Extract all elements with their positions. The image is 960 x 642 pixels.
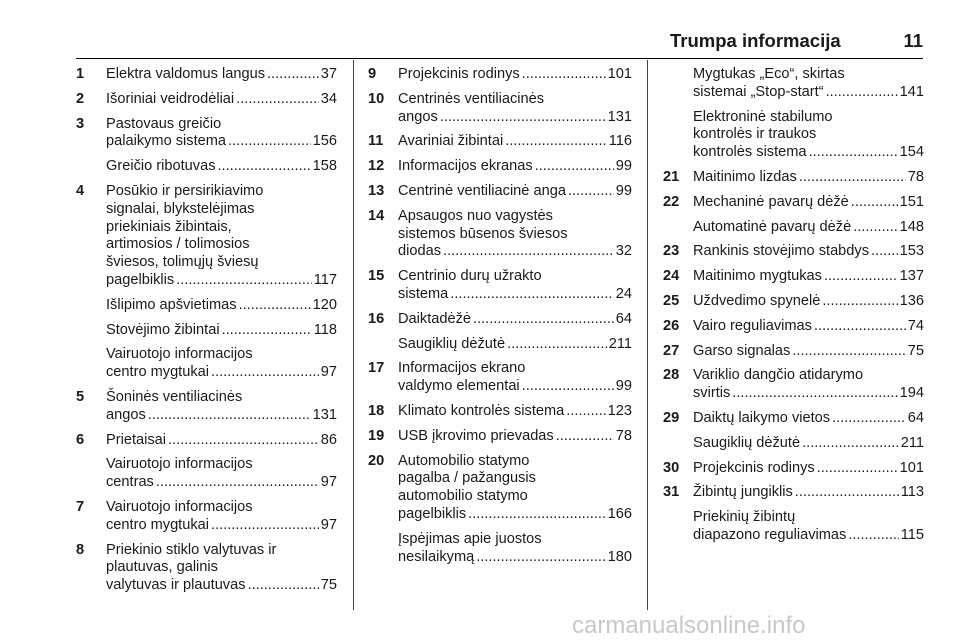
entry-text: svirtis <box>693 385 731 402</box>
dot-leader <box>799 169 906 187</box>
index-entry <box>368 428 632 446</box>
watermark: carmanualsonline.info <box>572 612 806 639</box>
entry-text: kontrolės sistema <box>693 144 807 161</box>
dot-leader <box>853 219 897 237</box>
entry-text: Saugiklių dėžutė <box>398 335 506 352</box>
dot-leader <box>222 322 312 340</box>
dot-leader <box>522 66 606 84</box>
entry-page-link[interactable]: 123 <box>607 402 632 419</box>
entry-number: 1 <box>76 66 85 82</box>
entry-text: Prietaisai <box>106 431 167 448</box>
index-column-3 <box>663 66 924 552</box>
entry-page-link[interactable]: 141 <box>899 83 924 100</box>
entry-number: 7 <box>76 498 85 515</box>
dot-leader <box>522 378 614 396</box>
dot-leader <box>824 268 898 286</box>
dot-leader <box>211 517 319 535</box>
entry-text: kontrolės ir traukos <box>693 126 817 143</box>
entry-page-link[interactable]: 116 <box>608 133 632 150</box>
entry-page-link[interactable]: 166 <box>607 505 632 522</box>
entry-text: Posūkio ir persirikiavimo <box>106 182 264 199</box>
dot-leader <box>848 527 898 545</box>
entry-page-link[interactable]: 97 <box>320 516 337 533</box>
entry-page-link[interactable]: 75 <box>320 577 337 594</box>
entry-text: plautuvas, galinis <box>106 559 218 576</box>
entry-text: sistemai „Stop-start“ <box>693 83 824 100</box>
entry-number: 20 <box>368 452 385 469</box>
entry-page-link[interactable]: 97 <box>320 474 337 491</box>
entry-text: Uždvedimo spynelė <box>693 292 821 309</box>
entry-text: Priekinio stiklo valytuvas ir <box>106 541 277 558</box>
index-entry <box>76 542 337 595</box>
entry-page-link[interactable]: 86 <box>320 431 337 448</box>
entry-page-link[interactable]: 194 <box>899 385 924 402</box>
dot-leader <box>822 293 897 311</box>
index-entry <box>663 194 924 212</box>
index-entry <box>663 66 924 102</box>
index-entry <box>76 183 337 290</box>
index-entry <box>368 158 632 176</box>
entry-number: 19 <box>368 427 385 444</box>
entry-page-link[interactable]: 153 <box>899 243 924 260</box>
entry-text: Elektra valdomus langus <box>106 66 265 82</box>
entry-text: Automatinė pavarų dėžė <box>693 218 852 235</box>
entry-page-link[interactable]: 101 <box>899 459 924 476</box>
entry-page-link[interactable]: 115 <box>900 526 924 543</box>
entry-text: diapazono reguliavimas <box>693 526 847 543</box>
dot-leader <box>218 158 311 176</box>
entry-page-link[interactable]: 32 <box>615 243 632 260</box>
index-entry <box>368 336 632 354</box>
entry-page-link[interactable]: 74 <box>907 317 924 334</box>
entry-text: Pastovaus greičio <box>106 115 222 132</box>
entry-page-link[interactable]: 99 <box>615 158 632 175</box>
entry-number: 2 <box>76 90 85 107</box>
dot-leader <box>817 460 898 478</box>
dot-leader <box>473 311 614 329</box>
entry-text: Apsaugos nuo vagystės <box>398 207 553 224</box>
index-entry <box>368 531 632 567</box>
entry-number: 23 <box>663 243 680 260</box>
entry-number: 29 <box>663 409 680 426</box>
index-entry <box>663 268 924 286</box>
dot-leader <box>168 432 319 450</box>
dot-leader <box>267 66 319 84</box>
entry-text: Informacijos ekrano <box>398 360 526 377</box>
entry-text: Priekinių žibintų <box>693 509 796 526</box>
dot-leader <box>156 474 319 492</box>
entry-text: sistemos būsenos šviesos <box>398 225 568 242</box>
dot-leader <box>443 243 614 261</box>
entry-text: Išlipimo apšvietimas <box>106 296 237 313</box>
entry-text: Rankinis stovėjimo stabdys <box>693 243 870 260</box>
entry-number: 4 <box>76 182 85 199</box>
index-entry <box>368 208 632 261</box>
dot-leader <box>792 343 905 361</box>
dot-leader <box>802 435 899 453</box>
entry-text: priekiniais žibintais, <box>106 218 232 235</box>
entry-text: Daiktadėžė <box>398 310 472 327</box>
entry-text: Vairuotojo informacijos <box>106 346 253 363</box>
dot-leader <box>476 549 605 567</box>
dot-leader <box>507 336 607 354</box>
entry-number: 31 <box>663 484 680 501</box>
entry-text: Maitinimo mygtukas <box>693 268 822 285</box>
entry-text: pagelbiklis <box>106 271 175 288</box>
index-entry <box>663 509 924 545</box>
entry-text: pagalba / pažangusis <box>398 470 536 487</box>
dot-leader <box>568 183 614 201</box>
entry-page-link[interactable]: 37 <box>320 66 337 82</box>
index-entry <box>663 484 924 502</box>
entry-text: nesilaikymą <box>398 548 475 565</box>
entry-page-link[interactable]: 131 <box>607 108 632 125</box>
dot-leader <box>450 286 613 304</box>
entry-text: centras <box>106 474 154 491</box>
entry-page-link[interactable]: 64 <box>907 409 924 426</box>
entry-number: 13 <box>368 182 385 199</box>
dot-leader <box>566 403 605 421</box>
entry-page-link[interactable]: 120 <box>312 296 337 313</box>
entry-text: Variklio dangčio atidarymo <box>693 367 864 384</box>
dot-leader <box>814 318 906 336</box>
index-entry <box>76 499 337 535</box>
entry-text: Stovėjimo žibintai <box>106 321 220 338</box>
entry-text: Greičio ribotuvas <box>106 158 216 175</box>
entry-page-link[interactable]: 158 <box>312 158 337 175</box>
entry-number: 3 <box>76 115 85 132</box>
entry-text: artimosios / tolimosios <box>106 236 250 253</box>
entry-page-link[interactable]: 137 <box>899 268 924 285</box>
entry-page-link[interactable]: 148 <box>899 218 924 235</box>
index-entry <box>368 183 632 201</box>
entry-page-link[interactable]: 136 <box>899 292 924 309</box>
entry-page-link[interactable]: 211 <box>900 434 924 451</box>
entry-text: palaikymo sistema <box>106 133 227 150</box>
entry-page-link[interactable]: 156 <box>312 133 337 150</box>
dot-leader <box>176 272 312 290</box>
entry-text: signalai, blykstelėjimas <box>106 200 255 217</box>
entry-page-link[interactable]: 97 <box>320 364 337 381</box>
entry-text: Šoninės ventiliacinės <box>106 388 243 405</box>
entry-text: šviesos, tolimųjų šviesų <box>106 254 259 271</box>
entry-text: Vairuotojo informacijos <box>106 498 253 515</box>
entry-text: automobilio statymo <box>398 488 528 505</box>
entry-text: Mechaninė pavarų dėžė <box>693 193 849 210</box>
entry-number: 28 <box>663 367 680 384</box>
page-title: Trumpa informacija <box>670 30 841 51</box>
entry-number: 6 <box>76 431 85 448</box>
entry-page-link[interactable]: 34 <box>320 90 337 107</box>
entry-number: 10 <box>368 90 385 107</box>
entry-text: Centrinė ventiliacinė anga <box>398 182 566 199</box>
index-entry <box>76 456 337 492</box>
entry-text: Mygtukas „Eco“, skirtas <box>693 66 845 82</box>
entry-text: USB įkrovimo prievadas <box>398 427 554 444</box>
dot-leader <box>851 194 898 212</box>
index-entry <box>76 91 337 109</box>
index-entry <box>368 403 632 421</box>
dot-leader <box>228 133 311 151</box>
column-divider <box>647 60 648 610</box>
entry-text: sistema <box>398 285 449 302</box>
entry-number: 22 <box>663 193 680 210</box>
index-entry <box>663 169 924 187</box>
entry-text: Centrinės ventiliacinės <box>398 90 545 107</box>
entry-text: Projekcinis rodinys <box>693 459 815 476</box>
entry-text: Klimato kontrolės sistema <box>398 402 565 419</box>
index-entry <box>76 389 337 425</box>
entry-number: 27 <box>663 342 680 359</box>
index-entry <box>663 219 924 237</box>
index-entry <box>368 91 632 127</box>
dot-leader <box>211 364 319 382</box>
entry-text: Saugiklių dėžutė <box>693 434 801 451</box>
entry-page-link[interactable]: 78 <box>907 168 924 185</box>
entry-page-link[interactable]: 118 <box>313 321 337 338</box>
entry-text: angos <box>106 406 146 423</box>
entry-text: angos <box>398 108 438 125</box>
entry-page-link[interactable]: 154 <box>899 144 924 161</box>
entry-number: 16 <box>368 310 385 327</box>
dot-leader <box>795 484 899 502</box>
entry-number: 15 <box>368 268 385 285</box>
entry-page-link[interactable]: 24 <box>615 285 632 302</box>
entry-number: 21 <box>663 168 680 185</box>
entry-page-link[interactable]: 113 <box>900 484 924 501</box>
entry-text: Automobilio statymo <box>398 452 530 469</box>
dot-leader <box>236 91 319 109</box>
entry-text: Informacijos ekranas <box>398 158 533 175</box>
entry-page-link[interactable]: 99 <box>615 378 632 395</box>
entry-text: Maitinimo lizdas <box>693 168 797 185</box>
entry-number: 18 <box>368 402 385 419</box>
index-entry <box>76 322 337 340</box>
entry-page-link[interactable]: 78 <box>615 427 632 444</box>
entry-page-link[interactable]: 99 <box>615 182 632 199</box>
page-number: 11 <box>903 30 923 51</box>
index-entry <box>663 109 924 162</box>
index-entry <box>76 432 337 450</box>
dot-leader <box>871 243 898 261</box>
dot-leader <box>248 577 319 595</box>
dot-leader <box>440 109 606 127</box>
entry-number: 14 <box>368 207 385 224</box>
dot-leader <box>556 428 614 446</box>
entry-text: Avariniai žibintai <box>398 133 504 150</box>
entry-text: valytuvas ir plautuvas <box>106 577 246 594</box>
entry-text: Projekcinis rodinys <box>398 66 520 82</box>
dot-leader <box>468 506 605 524</box>
entry-text: valdymo elementai <box>398 378 520 395</box>
index-entry <box>663 343 924 361</box>
entry-text: diodas <box>398 243 442 260</box>
entry-text: Elektroninė stabilumo <box>693 108 833 125</box>
dot-leader <box>505 133 607 151</box>
entry-text: Vairo reguliavimas <box>693 317 812 334</box>
entry-number: 5 <box>76 388 85 405</box>
entry-number: 11 <box>368 133 384 150</box>
entry-number: 8 <box>76 541 85 558</box>
index-entry <box>368 453 632 524</box>
index-entry <box>663 243 924 261</box>
index-entry <box>368 311 632 329</box>
dot-leader <box>239 297 311 315</box>
index-entry <box>368 360 632 396</box>
index-entry <box>663 410 924 428</box>
dot-leader <box>535 158 614 176</box>
entry-page-link[interactable]: 211 <box>608 335 632 352</box>
index-entry <box>368 268 632 304</box>
index-entry <box>76 116 337 152</box>
entry-page-link[interactable]: 75 <box>907 342 924 359</box>
entry-number: 17 <box>368 360 385 377</box>
entry-text: centro mygtukai <box>106 516 210 533</box>
entry-text: Garso signalas <box>693 342 791 359</box>
entry-number: 25 <box>663 292 680 309</box>
dot-leader <box>148 407 311 425</box>
entry-text: pagelbiklis <box>398 505 467 522</box>
entry-page-link[interactable]: 180 <box>607 548 632 565</box>
entry-page-link[interactable]: 101 <box>607 66 632 82</box>
entry-text: Įspėjimas apie juostos <box>398 530 542 547</box>
entry-number: 30 <box>663 459 680 476</box>
header-rule <box>76 58 923 59</box>
index-entry <box>663 318 924 336</box>
entry-page-link[interactable]: 151 <box>899 193 924 210</box>
entry-number: 24 <box>663 268 680 285</box>
index-entry <box>368 133 632 151</box>
index-entry <box>663 435 924 453</box>
dot-leader <box>809 144 898 162</box>
entry-page-link[interactable]: 131 <box>312 406 337 423</box>
index-entry <box>76 158 337 176</box>
index-entry <box>663 367 924 403</box>
dot-leader <box>832 410 906 428</box>
dot-leader <box>732 385 897 403</box>
index-entry <box>76 66 337 84</box>
entry-text: centro mygtukai <box>106 364 210 381</box>
index-entry <box>76 297 337 315</box>
dot-leader <box>826 84 898 102</box>
index-entry <box>663 293 924 311</box>
entry-text: Žibintų jungiklis <box>693 484 793 501</box>
index-entry <box>368 66 632 84</box>
entry-page-link[interactable]: 117 <box>313 271 337 288</box>
column-divider <box>353 60 354 610</box>
entry-text: Vairuotojo informacijos <box>106 456 253 473</box>
entry-number: 9 <box>368 66 377 82</box>
entry-text: Centrinio durų užrakto <box>398 268 542 285</box>
entry-number: 26 <box>663 317 680 334</box>
entry-text: Daiktų laikymo vietos <box>693 409 831 426</box>
index-column-2 <box>368 66 632 573</box>
entry-page-link[interactable]: 64 <box>615 310 632 327</box>
entry-text: Išoriniai veidrodėliai <box>106 90 235 107</box>
entry-number: 12 <box>368 158 385 175</box>
index-entry <box>663 460 924 478</box>
index-column-1 <box>76 66 337 602</box>
index-entry <box>76 346 337 382</box>
